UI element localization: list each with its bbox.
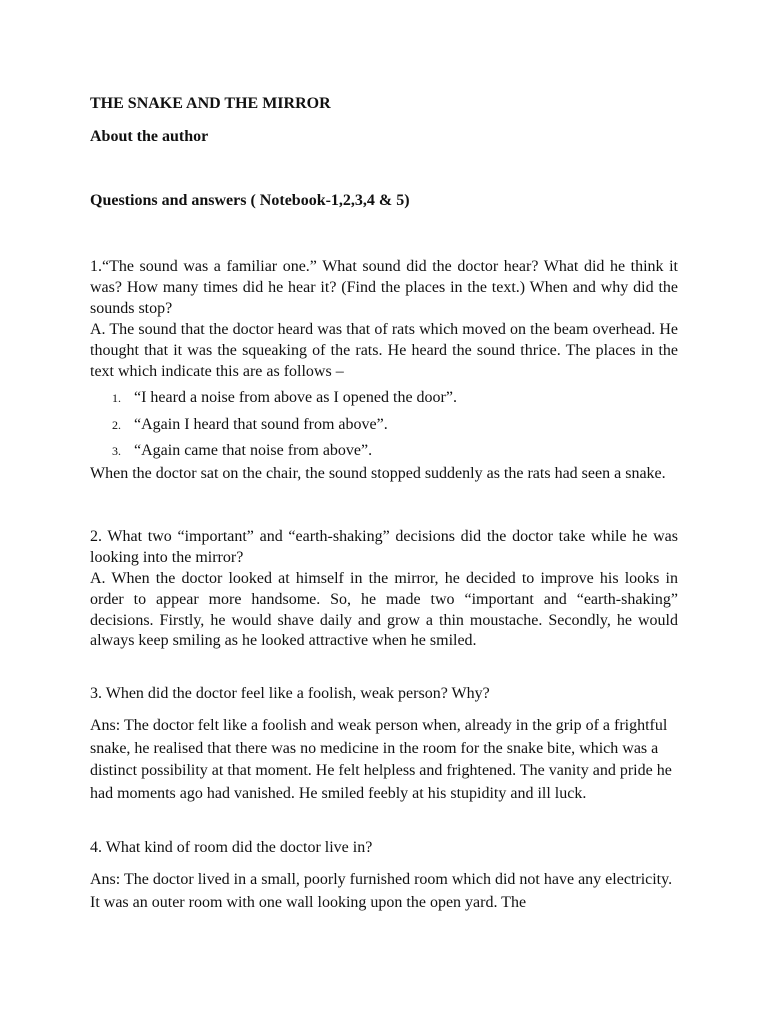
list-text: “I heard a noise from above as I opened the door”. [134,389,457,406]
question-3: 3. When did the doctor feel like a foolish, weak person? Why? [90,685,490,702]
list-number: 3. [112,444,121,458]
question-4: 4. What kind of room did the doctor live in? [90,839,373,856]
document-title: THE SNAKE AND THE MIRROR [90,95,331,112]
answer-4: Ans: The doctor lived in a small, poorly furnished room which did not have any electricity. It was an outer room with one wall looking upon the open yard. The [90,871,673,911]
list-text: “Again came that noise from above”. [134,442,373,459]
answer-3: Ans: The doctor felt like a foolish and weak person when, already in the grip of a frightful snake, he realised that there was no medicine in the room for the snake bite, which was a distinct possibility at that moment. He felt helpless and frightened. The vanity and pride he had moments ago had vanished. He smiled feebly at his stupidity and ill luck. [90,717,672,802]
qa-heading: Questions and answers ( Notebook-1,2,3,4 & 5) [90,192,410,209]
answer-2: A. When the doctor looked at himself in the mirror, he decided to improve his looks in order to appear more handsome. So, he made two “important and “earth-shaking” decisions. Firstly, he would shave daily and grow a thin moustache. Secondly, he would always keep smiling as he looked attractive when he smiled. [90,570,678,650]
question-2: 2. What two “important” and “earth-shaking” decisions did the doctor take while he was looking into the mirror? [90,528,678,566]
answer-1: A. The sound that the doctor heard was that of rats which moved on the beam overhead. He thought that it was the squeaking of the rats. He heard the sound thrice. The places in the text which indicate this are as follows – [90,321,678,380]
list-number: 2. [112,418,121,432]
list-number: 1. [112,391,121,405]
about-author-heading: About the author [90,128,209,145]
answer-1-conclusion: When the doctor sat on the chair, the sound stopped suddenly as the rats had seen a snake. [90,465,666,482]
list-text: “Again I heard that sound from above”. [134,416,388,433]
question-1: 1.“The sound was a familiar one.” What sound did the doctor hear? What did he think it was? How many times did he hear it? (Find the places in the text.) When and why did the sounds stop? [90,258,678,317]
